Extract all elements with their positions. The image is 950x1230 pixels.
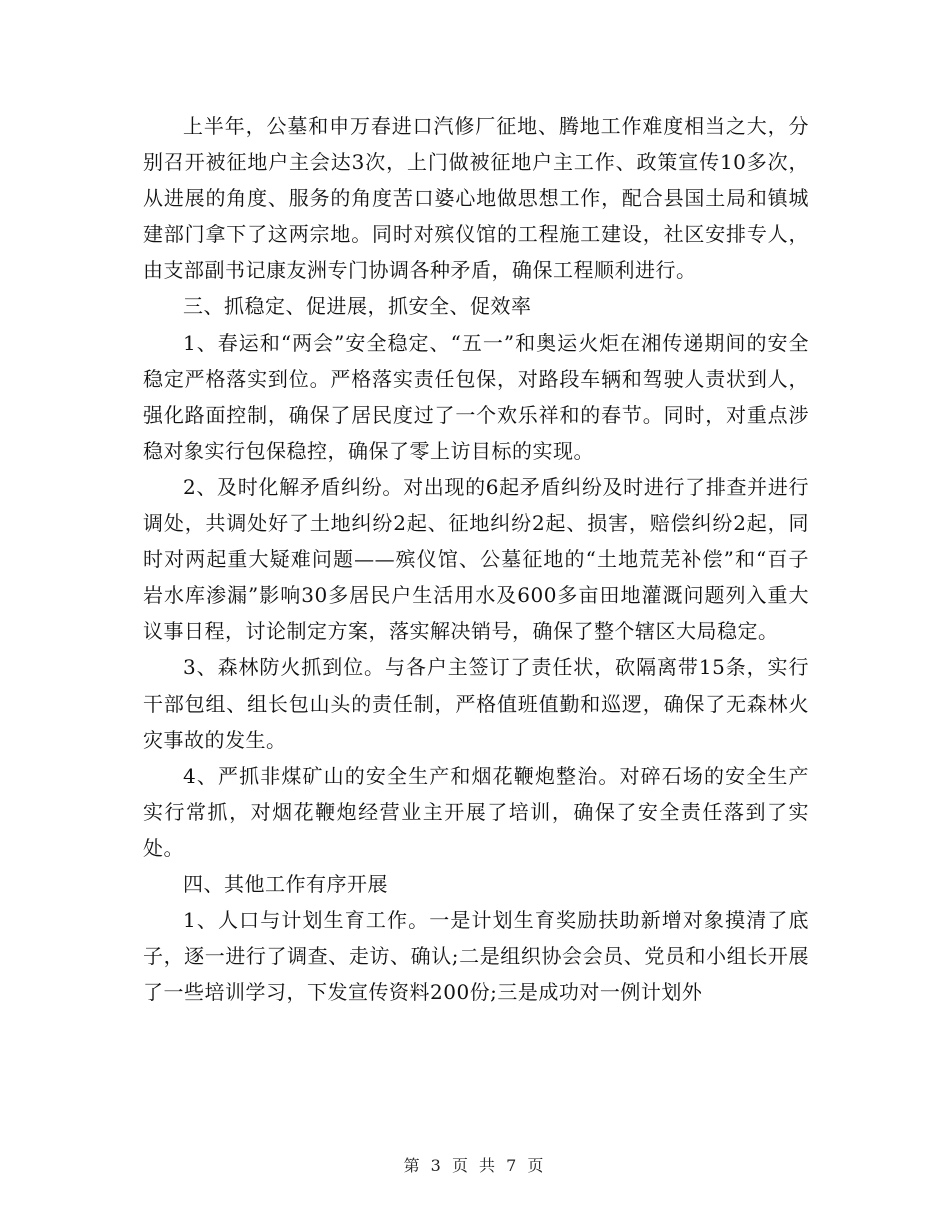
section-heading-stability: 三、抓稳定、促进展，抓安全、促效率 bbox=[183, 294, 532, 319]
paragraph-dispute-resolution: 2、及时化解矛盾纠纷。对出现的6起矛盾纠纷及时进行了排查并进行调处，共调处好了土地纠纷2起、征地纠纷2起、损害，赔偿纠纷2起，同时对两起重大疑难问题——殡仪馆、公墓征地的“土地荒芜补偿”和“百子岩水库渗漏”影响30多居民户生活用水及600多亩田地灌溉问题列入重大议事日程，讨论制定方案，落实解决销号，确保了整个辖区大局稳定。 bbox=[143, 474, 809, 644]
paragraph-mine-fireworks: 4、严抓非煤矿山的安全生产和烟花鞭炮整治。对碎石场的安全生产实行常抓，对烟花鞭炮经营业主开展了培训，确保了安全责任落到了实处。 bbox=[143, 763, 809, 860]
paragraph-family-planning: 1、人口与计划生育工作。一是计划生育奖励扶助新增对象摸清了底子，逐一进行了调查、走访、确认;二是组织协会会员、党员和小组长开展了一些培训学习，下发宣传资料200份;三是成功对一例计划外 bbox=[143, 908, 809, 1005]
paragraph-spring-festival-safety: 1、春运和“两会”安全稳定、“五一”和奥运火炬在湘传递期间的安全稳定严格落实到位。严格落实责任包保，对路段车辆和驾驶人责状到人，强化路面控制，确保了居民度过了一个欢乐祥和的春节。同时，对重点涉稳对象实行包保稳控，确保了零上访目标的实现。 bbox=[143, 330, 809, 463]
document-body bbox=[143, 108, 809, 1010]
page-number-footer: 第 3 页 共 7 页 bbox=[403, 1156, 547, 1175]
section-heading-other-work: 四、其他工作有序开展 bbox=[183, 871, 388, 896]
paragraph-forest-fire: 3、森林防火抓到位。与各户主签订了责任状，砍隔离带15条，实行干部包组、组长包山头的责任制，严格值班值勤和巡逻，确保了无森林火灾事故的发生。 bbox=[143, 655, 809, 752]
paragraph-land-acquisition: 上半年，公墓和申万春进口汽修厂征地、腾地工作难度相当之大，分别召开被征地户主会达3次，上门做被征地户主工作、政策宣传10多次，从进展的角度、服务的角度苦口婆心地做思想工作，配合县国土局和镇城建部门拿下了这两宗地。同时对殡仪馆的工程施工建设，社区安排专人，由支部副书记康友洲专门协调各种矛盾，确保工程顺利进行。 bbox=[143, 114, 809, 283]
